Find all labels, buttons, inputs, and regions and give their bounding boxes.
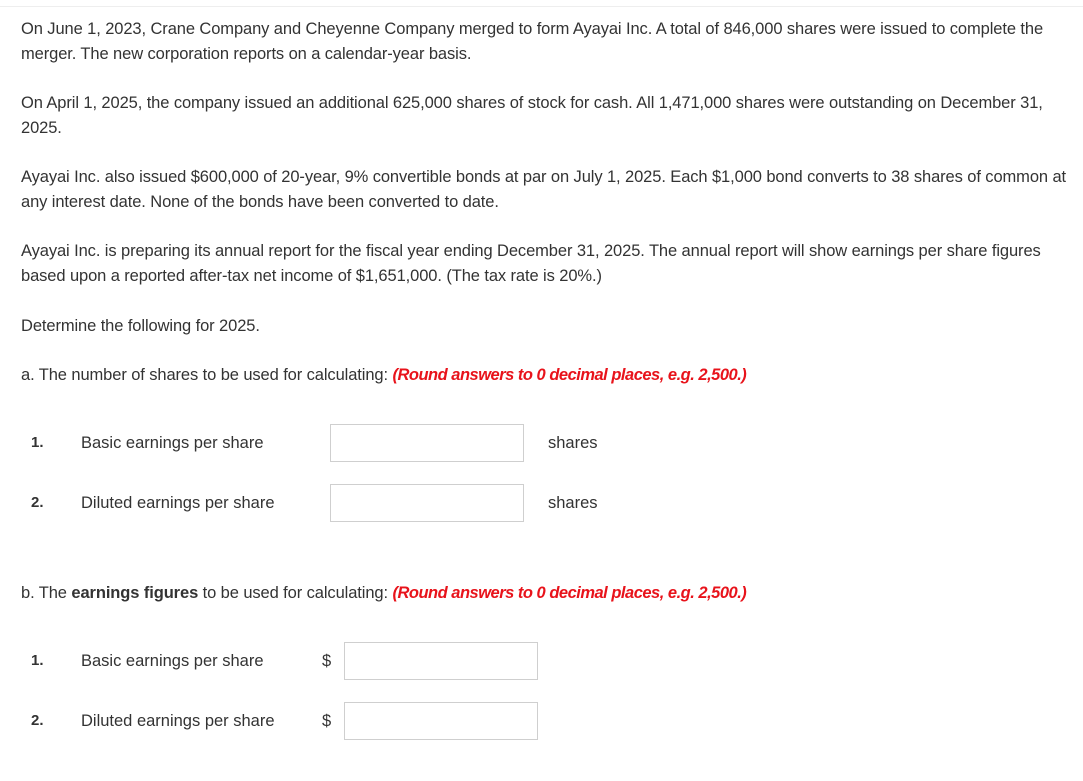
intro-paragraph-share-issue: On April 1, 2025, the company issued an additional 625,000 shares of stock for cash. All 1,471,000 shares were outstanding on December 31, 2025. [21, 94, 1043, 137]
part-b-prompt-suffix: to be used for calculating: [198, 584, 393, 602]
row-label-basic-eps: Basic earnings per share [81, 652, 264, 670]
part-b-prompt [21, 581, 1071, 606]
basic-eps-shares-input[interactable] [330, 424, 524, 462]
part-a-rounding-instruction: (Round answers to 0 decimal places, e.g. 2,500.) [392, 366, 747, 384]
intro-paragraph-merger: On June 1, 2023, Crane Company and Cheyenne Company merged to form Ayayai Inc. A total of 846,000 shares were issued to complete the merger. The new corporation reports on a calendar-year basis. [21, 20, 1044, 63]
part-b-row-diluted [0, 702, 1083, 740]
unit-label-shares: shares [548, 434, 598, 452]
intro-paragraph-bonds: Ayayai Inc. also issued $600,000 of 20-year, 9% convertible bonds at par on July 1, 2025. Each $1,000 bond converts to 38 shares of common at any interest date. None of the bonds have been converted to date. [21, 168, 1067, 211]
basic-eps-earnings-input[interactable] [344, 642, 538, 680]
part-b-prompt-text: b. The [21, 584, 72, 602]
row-number: 2. [31, 494, 44, 511]
row-number: 2. [31, 712, 44, 729]
dollar-sign: $ [322, 712, 332, 730]
part-a-prompt-text: a. The number of shares to be used for calculating: [21, 366, 393, 384]
unit-label-shares: shares [548, 494, 598, 512]
row-number: 1. [31, 652, 44, 669]
row-number: 1. [31, 434, 44, 451]
diluted-eps-earnings-input[interactable] [344, 702, 538, 740]
part-b-bold-text: earnings figures [71, 584, 199, 602]
part-a-row-basic [0, 424, 1083, 462]
top-divider [0, 6, 1083, 7]
part-a-row-diluted [0, 484, 1083, 522]
instruction-determine: Determine the following for 2025. [21, 317, 260, 335]
intro-paragraph-annual-report: Ayayai Inc. is preparing its annual report for the fiscal year ending December 31, 2025. The annual report will show earnings per share figures based upon a reported after-tax net income of $1,651,000. (The tax rate is 20%.) [21, 242, 1041, 285]
row-label-diluted-eps: Diluted earnings per share [81, 712, 275, 730]
row-label-basic-eps: Basic earnings per share [81, 434, 264, 452]
dollar-sign: $ [322, 652, 332, 670]
part-b-rounding-instruction: (Round answers to 0 decimal places, e.g. 2,500.) [392, 584, 747, 602]
part-b-row-basic [0, 642, 1083, 680]
diluted-eps-shares-input[interactable] [330, 484, 524, 522]
part-a-prompt [21, 363, 1071, 388]
row-label-diluted-eps: Diluted earnings per share [81, 494, 275, 512]
